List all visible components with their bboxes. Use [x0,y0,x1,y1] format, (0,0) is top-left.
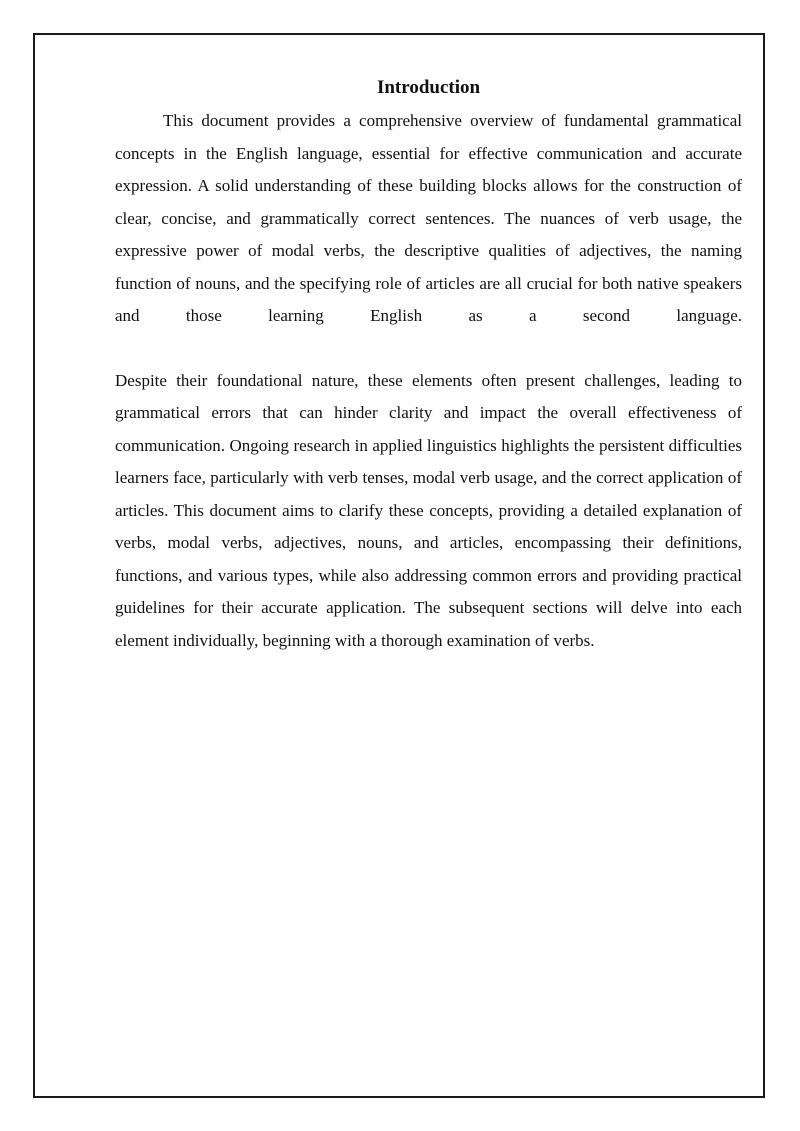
section-heading: Introduction [376,77,481,98]
intro-paragraph-1: This document provides a comprehensive overview of fundamental grammatical concepts in the English language, essential for effective communication and accurate expression. A solid understanding of these building blocks allows for the construction of clear, concise, and grammatically correct sentences. The nuances of verb usage, the expressive power of modal verbs, the descriptive qualities of adjectives, the naming function of nouns, and the specifying role of articles are all crucial for both native speakers and those learning English as a second language. [115,111,742,325]
document-body [115,76,742,657]
intro-paragraph-2: Despite their foundational nature, these elements often present challenges, leading to grammatical errors that can hinder clarity and impact the overall effectiveness of communication. Ongoing research in applied linguistics highlights the persistent difficulties learners face, particularly with verb tenses, modal verb usage, and the correct application of articles. This document aims to clarify these concepts, providing a detailed explanation of verbs, modal verbs, adjectives, nouns, and articles, encompassing their definitions, functions, and various types, while also addressing common errors and providing practical guidelines for their accurate application. The subsequent sections will delve into each element individually, beginning with a thorough examination of verbs. [115,370,742,650]
